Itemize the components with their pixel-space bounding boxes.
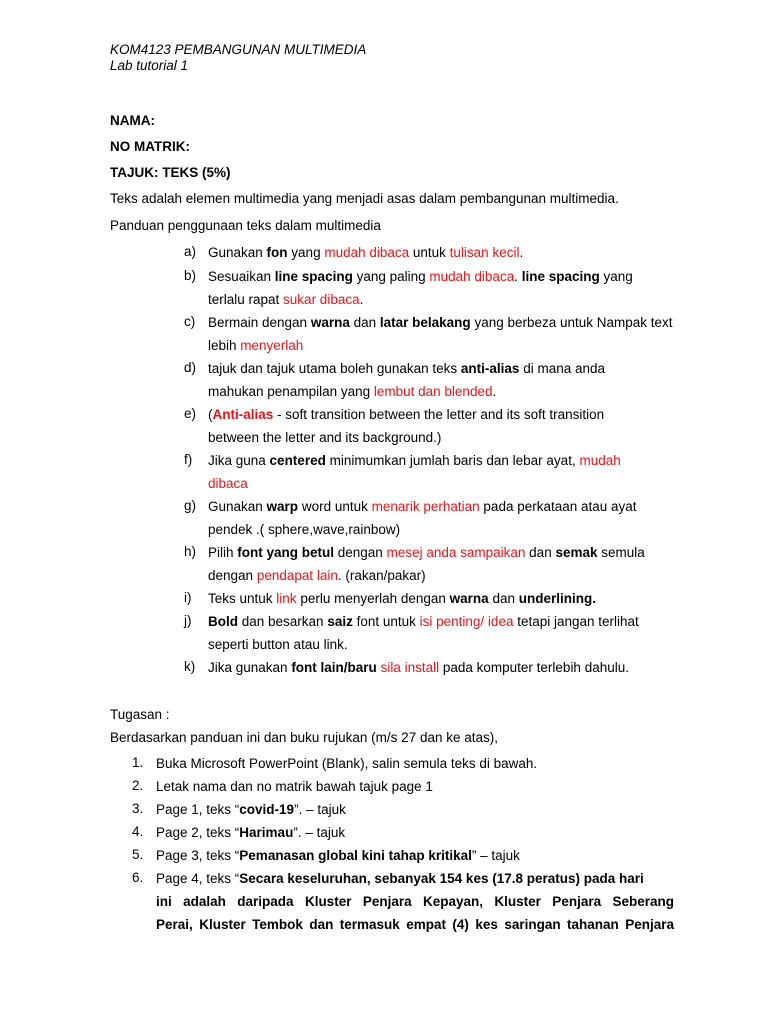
text-segment: ( xyxy=(208,407,213,422)
text-segment: dan xyxy=(488,591,519,606)
task-label: 4. xyxy=(132,824,144,839)
task-item xyxy=(156,844,674,867)
guide-label: g) xyxy=(184,498,197,513)
guide-item xyxy=(208,311,678,357)
text-segment: latar belakang xyxy=(379,315,471,330)
text-segment: Anti-alias xyxy=(212,407,274,422)
guide-label: d) xyxy=(184,360,197,375)
text-segment: yang berbeza untuk Nampak text lebih xyxy=(208,315,673,353)
text-segment: font lain/baru xyxy=(291,660,377,675)
task-label: 1. xyxy=(132,755,144,770)
text-segment: yang xyxy=(287,245,325,260)
text-segment: Gunakan xyxy=(208,499,267,514)
text-segment: menarik perhatian xyxy=(371,499,480,514)
guide-item xyxy=(208,449,648,495)
nama-field: NAMA: xyxy=(110,113,155,128)
guide-label: a) xyxy=(184,244,197,259)
guide-item xyxy=(208,265,668,311)
text-segment: - soft transition between the letter and its soft transition between the letter and its background.) xyxy=(208,407,605,445)
text-segment: lembut dan blended xyxy=(373,384,493,399)
text-segment: pendapat lain xyxy=(256,568,338,583)
text-segment: line spacing xyxy=(521,269,600,284)
guide-item xyxy=(208,610,678,656)
text-segment: Page 2, teks “ xyxy=(156,825,240,840)
text-segment: Jika gunakan xyxy=(208,660,292,675)
text-segment: . xyxy=(514,269,522,284)
text-segment: Buka Microsoft PowerPoint (Blank), salin semula teks di bawah. xyxy=(156,756,538,771)
guide-item xyxy=(208,656,678,679)
text-segment: Harimau xyxy=(239,825,294,840)
guide-item xyxy=(208,587,678,610)
text-segment: Sesuaikan xyxy=(208,269,275,284)
text-segment: tetapi jangan terlihat seperti button atau link. xyxy=(208,614,639,652)
text-segment: word untuk xyxy=(298,499,372,514)
text-segment: dengan xyxy=(334,545,387,560)
text-segment: . xyxy=(519,245,524,260)
text-segment: tulisan kecil xyxy=(449,245,520,260)
text-segment: saiz xyxy=(327,614,353,629)
text-segment: fon xyxy=(266,245,288,260)
text-segment: warna xyxy=(310,315,350,330)
task-6-line: ini adalah daripada Kluster Penjara Kepayan, Kluster Penjara Seberang xyxy=(156,894,674,909)
text-segment: perlu menyerlah dengan xyxy=(296,591,450,606)
text-segment: isi penting/ idea xyxy=(419,614,514,629)
task-item-6 xyxy=(156,867,674,936)
text-segment: pada komputer terlebih dahulu. xyxy=(439,660,629,675)
lab-header: Lab tutorial 1 xyxy=(110,58,189,73)
text-segment: Pilih xyxy=(208,545,238,560)
guide-item xyxy=(208,241,678,264)
tugasan-intro: Berdasarkan panduan ini dan buku rujukan (m/s 27 dan ke atas), xyxy=(110,730,498,745)
text-segment: warna xyxy=(449,591,489,606)
text-segment: Teks untuk xyxy=(208,591,277,606)
guide-item xyxy=(208,357,638,403)
guide-label: c) xyxy=(184,314,196,329)
text-segment: ”. – tajuk xyxy=(293,825,346,840)
guide-label: e) xyxy=(184,406,197,421)
text-segment: menyerlah xyxy=(240,338,304,353)
guide-label: j) xyxy=(184,613,192,628)
course-header: KOM4123 PEMBANGUNAN MULTIMEDIA xyxy=(110,42,367,57)
task-item xyxy=(156,752,674,775)
text-segment: ” – tajuk xyxy=(471,848,520,863)
guide-label: i) xyxy=(184,590,192,605)
text-segment: semula dengan xyxy=(208,545,645,583)
text-segment: . xyxy=(492,384,497,399)
text-segment: . xyxy=(359,292,364,307)
text-segment: link xyxy=(276,591,297,606)
task-6-line: Page 4, teks “Secara keseluruhan, sebanyak 154 kes (17.8 peratus) pada hari xyxy=(156,871,644,886)
text-segment: Bermain dengan xyxy=(208,315,311,330)
task-6-line: Perai, Kluster Tembok dan termasuk empat (4) kes saringan tahanan Penjara xyxy=(156,917,674,932)
text-segment: yang terlalu rapat xyxy=(208,269,633,307)
task-label: 3. xyxy=(132,801,144,816)
text-segment: sukar dibaca xyxy=(283,292,360,307)
text-segment: ”. – tajuk xyxy=(294,802,346,817)
task-6-bold: Secara keseluruhan, sebanyak 154 kes (17.8 peratus) pada hari xyxy=(239,871,644,886)
text-segment: dan xyxy=(349,315,380,330)
text-segment: line spacing xyxy=(274,269,353,284)
text-segment: dan besarkan xyxy=(238,614,328,629)
text-segment: Pemanasan global kini tahap kritikal xyxy=(239,848,472,863)
text-segment: font untuk xyxy=(352,614,420,629)
text-segment: pada perkataan atau ayat pendek .( sphere,wave,rainbow) xyxy=(208,499,637,537)
text-segment: warp xyxy=(266,499,299,514)
task-item xyxy=(156,821,674,844)
task-item xyxy=(156,798,674,821)
no-matrik-field: NO MATRIK: xyxy=(110,139,190,154)
task-label: 2. xyxy=(132,778,144,793)
text-segment: mesej anda sampaikan xyxy=(386,545,526,560)
text-segment: Gunakan xyxy=(208,245,267,260)
text-segment: mudah dibaca xyxy=(429,269,515,284)
text-segment: Page 3, teks “ xyxy=(156,848,240,863)
guide-label: h) xyxy=(184,544,197,559)
text-segment: mudah dibaca xyxy=(208,453,621,491)
task-label: 6. xyxy=(132,870,144,885)
text-segment: . (rakan/pakar) xyxy=(337,568,426,583)
text-segment: minimumkan jumlah baris dan lebar ayat, xyxy=(325,453,580,468)
task-item xyxy=(156,775,674,798)
text-segment: semak xyxy=(555,545,598,560)
text-segment: mudah dibaca xyxy=(324,245,410,260)
text-segment: covid-19 xyxy=(239,802,295,817)
guide-label: f) xyxy=(184,452,193,467)
intro-text: Teks adalah elemen multimedia yang menjadi asas dalam pembangunan multimedia. xyxy=(110,191,619,206)
text-segment: sila install xyxy=(380,660,440,675)
task-label: 5. xyxy=(132,847,144,862)
text-segment: anti-alias xyxy=(460,361,520,376)
text-segment: untuk xyxy=(409,245,450,260)
text-segment: di mana anda mahukan penampilan yang xyxy=(208,361,606,399)
text-segment: font yang betul xyxy=(237,545,335,560)
text-segment: Page 1, teks “ xyxy=(156,802,240,817)
guide-label: k) xyxy=(184,659,196,674)
text-segment: dan xyxy=(525,545,556,560)
text-segment: Bold xyxy=(208,614,238,629)
text-segment: yang paling xyxy=(352,269,430,284)
text-segment: Jika guna xyxy=(208,453,270,468)
text-segment: centered xyxy=(269,453,326,468)
guide-item xyxy=(208,541,678,587)
text-segment: underlining. xyxy=(518,591,596,606)
guide-label: b) xyxy=(184,268,197,283)
tajuk-field: TAJUK: TEKS (5%) xyxy=(110,165,231,180)
guide-item xyxy=(208,403,648,449)
text-segment: Letak nama dan no matrik bawah tajuk page 1 xyxy=(156,779,433,794)
text-segment: tajuk dan tajuk utama boleh gunakan teks xyxy=(208,361,461,376)
guide-item xyxy=(208,495,678,541)
tugasan-title: Tugasan : xyxy=(110,707,170,722)
panduan-title: Panduan penggunaan teks dalam multimedia xyxy=(110,218,381,233)
